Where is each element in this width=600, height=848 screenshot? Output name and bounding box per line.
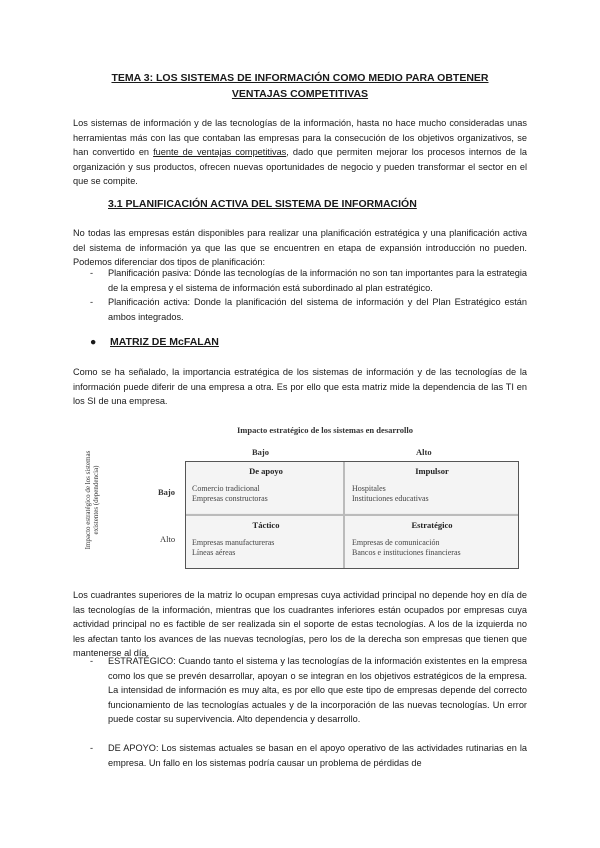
- matrix-grid: [185, 461, 519, 569]
- column-label-high: Alto: [416, 447, 432, 457]
- intro-text-1: Los sistemas de información y de las tecnologías de la información, hasta no hace mucho consideradas unas herramientas más con las que contaban las empresas para la consecución de los objetivos organizativos, se han convertido en: [73, 118, 527, 158]
- ventajas-link[interactable]: fuente de ventajas competitivas: [153, 147, 287, 158]
- planning-types-list: [90, 266, 527, 324]
- column-label-low: Bajo: [252, 447, 269, 457]
- section-31-heading: 3.1 PLANIFICACIÓN ACTIVA DEL SISTEMA DE INFORMACIÓN: [108, 198, 417, 210]
- bullet-icon: ●: [90, 336, 97, 348]
- side-axis-label: Impacto estratégico de los sistemas existentes (dependencia): [84, 450, 100, 550]
- matriz-paragraph: Como se ha señalado, la importancia estratégica de los sistemas de información y de las tecnologías de la información puede diferir de una empresa a otra. Es por ello que esta matriz mide la dependencia de las TI en los SI de una empresa.: [73, 367, 527, 407]
- explanation-paragraph: Los cuadrantes superiores de la matriz lo ocupan empresas cuya actividad principal no depende hoy en día de las tecnologías de la información, mientras que los cuadrantes inferiores están ocupados por empresas cuya actividad principal no es factible de ser realizada sin el soporte de estas tecnologías. A los de la izquierda no les afectan tanto los avances de las nuevas tecnologías, pero los de la derecha son empresas que tienen que mantenerse al día.: [73, 590, 527, 659]
- title-line-1: TEMA 3: LOS SISTEMAS DE INFORMACIÓN COMO MEDIO PARA OBTENER: [111, 72, 489, 84]
- title-line-2: VENTAJAS COMPETITIVAS: [231, 88, 369, 100]
- grid-divider-horizontal: [186, 514, 518, 516]
- matriz-heading: ● MATRIZ DE McFALAN: [90, 336, 219, 348]
- row-label-low: Bajo: [158, 487, 175, 497]
- cell-impulsor: Impulsor Hospitales Instituciones educativas: [346, 462, 518, 513]
- cell-de-apoyo: De apoyo Comercio tradicional Empresas constructoras: [186, 462, 346, 513]
- cell-estrategico: Estratégico Empresas de comunicación Bancos e instituciones financieras: [346, 516, 518, 568]
- intro-paragraph: [73, 116, 527, 189]
- section-31-paragraph: No todas las empresas están disponibles para realizar una planificación estratégica y una planificación activa del sistema de información ya que las que se encuentren en etapa de expansión introducción no pueden. Podemos diferenciar dos tipos de planificación:: [73, 228, 527, 268]
- list-item: - Planificación activa: Donde la planificación del sistema de información y del Plan Estratégico están ambos integrados.: [90, 297, 527, 322]
- figure-title: Impacto estratégico de los sistemas en desarrollo: [237, 425, 413, 435]
- cell-tactico: Táctico Empresas manufactureras Líneas aéreas: [186, 516, 346, 568]
- list-item: - Planificación pasiva: Dónde las tecnologías de la información no son tan importantes para la estrategia de la empresa y el sistema de información está subordinado al plan estratégico.: [90, 268, 527, 293]
- quadrant-list: [90, 654, 527, 770]
- document-title: [90, 70, 510, 102]
- intro-text-2: , dado que permiten mejorar los procesos internos de la organización y sus productos, ofrecen nuevas oportunidades de negocio y pueden transformar el sector en el que se compite.: [73, 147, 527, 187]
- list-item: - ESTRATÉGICO: Cuando tanto el sistema y las tecnologías de la información existentes en la empresa como los que se prevén desarrollar, apoyan o se integran en los objetivos estratégicos de la empresa. La intensidad de información es muy alta, es por ello que este tipo de empresas depende del correcto funcionamiento de las tecnologías actuales y de la incorporación de las nuevas tecnologías. Un error puede costar su supervivencia. Alto dependencia y desarrollo.: [90, 656, 527, 725]
- row-label-high: Alto: [160, 534, 176, 544]
- list-item: - DE APOYO: Los sistemas actuales se basan en el apoyo operativo de las actividades rutinarias en la empresa. Un fallo en los sistemas podría causar un problema de pérdidas de: [90, 742, 527, 768]
